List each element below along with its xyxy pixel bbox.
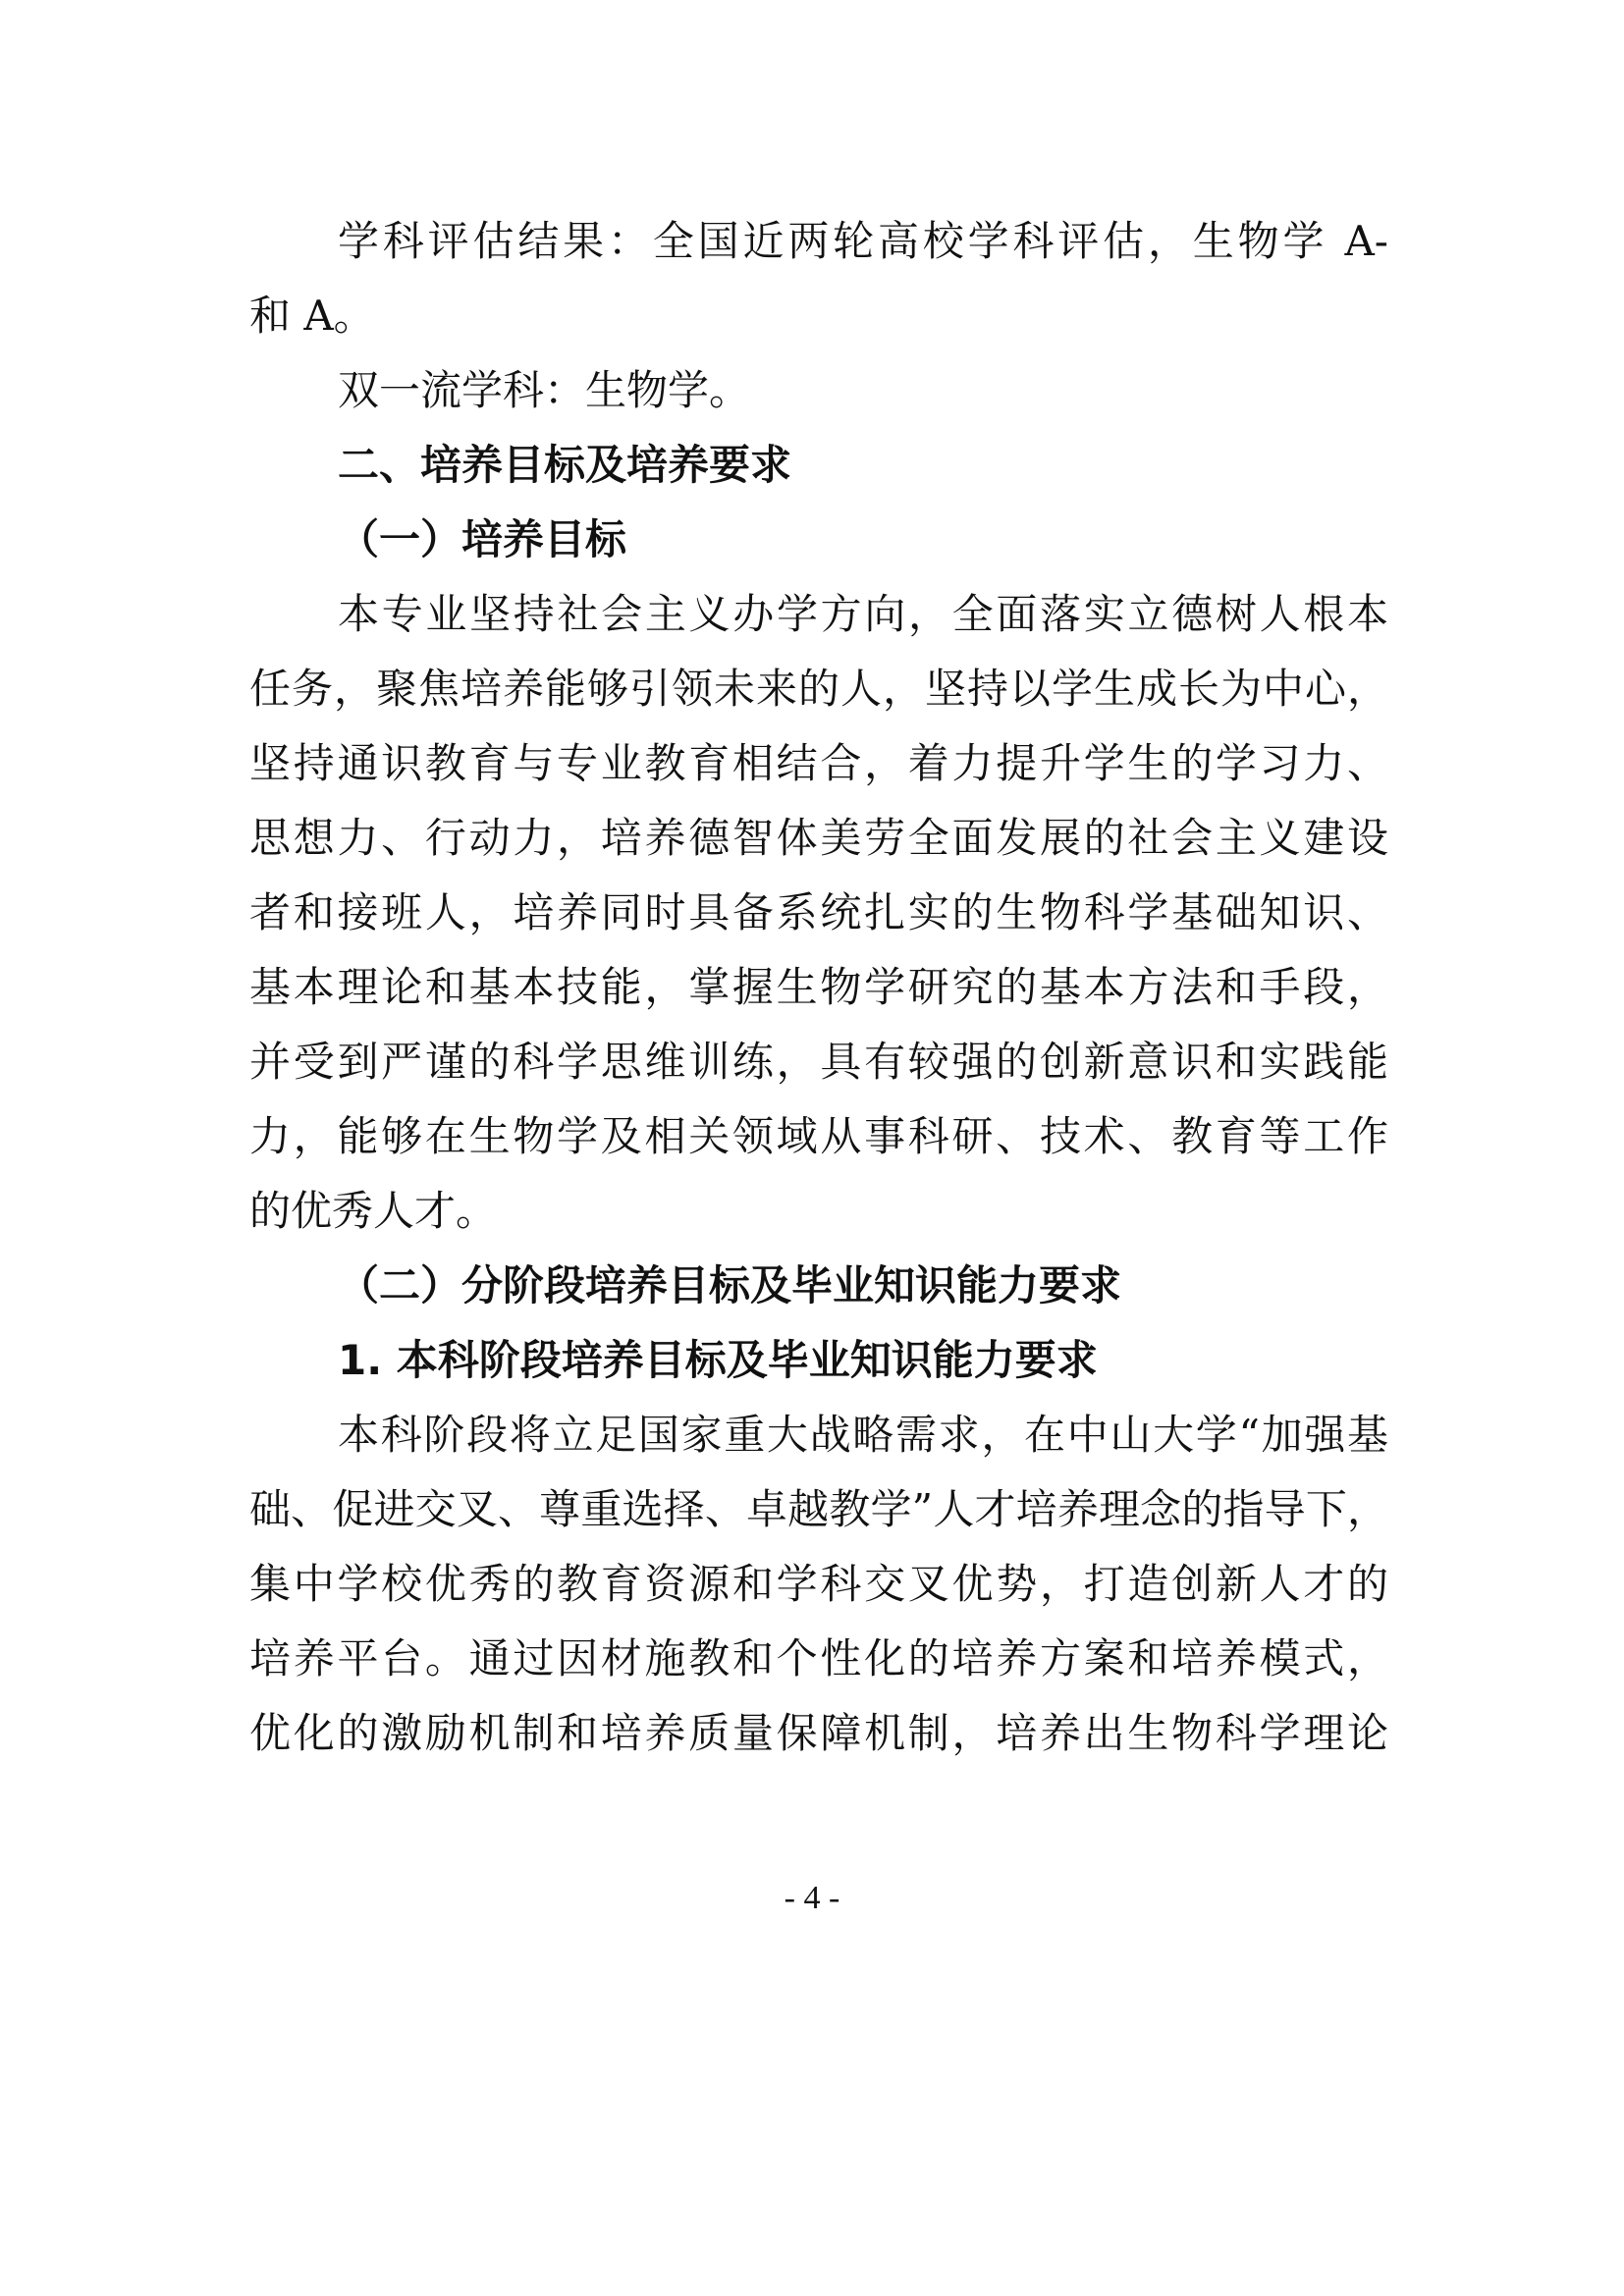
evaluation-result-line-2: 和 A。 (249, 292, 375, 340)
subsection-heading-1: （一）培养目标 (338, 515, 627, 563)
evaluation-result-line-1: 学科评估结果：全国近两轮高校学科评估，生物学 A- (338, 217, 1388, 265)
paragraph-line: 培养平台。通过因材施教和个性化的培养方案和培养模式， (249, 1634, 1388, 1682)
paragraph-line: 坚持通识教育与专业教育相结合，着力提升学生的学习力、 (249, 739, 1388, 787)
subsubsection-heading-1: 1. 本科阶段培养目标及毕业知识能力要求 (338, 1336, 1098, 1384)
double-first-class-line: 双一流学科：生物学。 (338, 366, 751, 414)
paragraph-line: 本科阶段将立足国家重大战略需求，在中山大学“加强基 (338, 1411, 1388, 1459)
paragraph-line: 的优秀人才。 (249, 1187, 498, 1235)
section-heading-2: 二、培养目标及培养要求 (338, 441, 792, 489)
subsection-heading-2: （二）分阶段培养目标及毕业知识能力要求 (338, 1261, 1122, 1309)
paragraph-line: 基本理论和基本技能，掌握生物学研究的基本方法和手段， (249, 963, 1388, 1011)
paragraph-line: 并受到严谨的科学思维训练，具有较强的创新意识和实践能 (249, 1038, 1388, 1086)
page-number: - 4 - (784, 1880, 840, 1916)
paragraph-line: 力，能够在生物学及相关领域从事科研、技术、教育等工作 (249, 1112, 1388, 1160)
paragraph-line: 优化的激励机制和培养质量保障机制，培养出生物科学理论 (249, 1709, 1388, 1757)
paragraph-line: 础、促进交叉、尊重选择、卓越教学”人才培养理念的指导下， (249, 1485, 1388, 1533)
paragraph-line: 思想力、行动力，培养德智体美劳全面发展的社会主义建设 (249, 814, 1388, 862)
paragraph-line: 集中学校优秀的教育资源和学科交叉优势，打造创新人才的 (249, 1560, 1388, 1608)
paragraph-line: 本专业坚持社会主义办学方向，全面落实立德树人根本 (338, 590, 1388, 638)
paragraph-line: 者和接班人，培养同时具备系统扎实的生物科学基础知识、 (249, 888, 1388, 936)
paragraph-line: 任务，聚焦培养能够引领未来的人，坚持以学生成长为中心， (249, 665, 1388, 713)
